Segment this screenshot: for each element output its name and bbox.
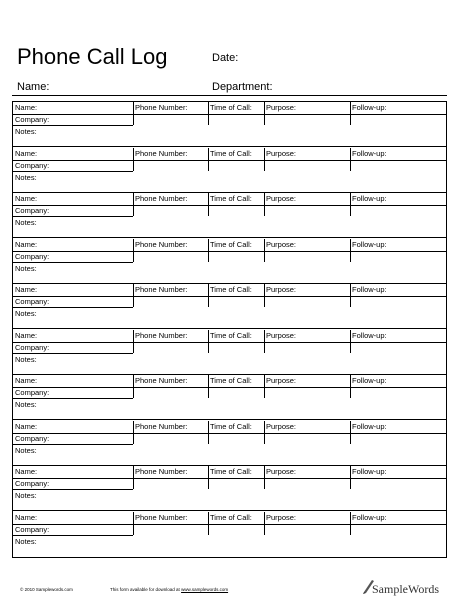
log-entry [13, 375, 446, 420]
name-field-label: Name: [15, 285, 38, 294]
name-field-label: Name: [15, 239, 38, 249]
entry-divider [350, 330, 351, 353]
time-of-call-field-label: Time of Call: [210, 103, 252, 112]
entry-divider [264, 375, 265, 398]
follow-up-field-label: Follow-up: [352, 330, 387, 340]
entry-divider [208, 512, 209, 535]
log-entry [13, 330, 446, 375]
company-field-label: Company: [15, 388, 50, 397]
phone-number-field-label: Phone Number: [135, 512, 188, 522]
date-label: Date: [212, 52, 239, 64]
company-field-label: Company: [15, 524, 50, 534]
entry-divider [208, 193, 209, 216]
footer-download-link[interactable]: www.samplewords.com [181, 587, 229, 592]
department-label: Department: [212, 81, 273, 93]
purpose-field-label: Purpose: [266, 194, 297, 203]
entry-divider [208, 284, 209, 307]
purpose-field-label: Purpose: [266, 285, 297, 294]
log-entry [13, 421, 446, 466]
entry-divider [264, 330, 265, 353]
entry-divider [133, 512, 134, 535]
notes-field-label: Notes: [15, 536, 37, 546]
entry-divider [133, 102, 134, 125]
notes-field-label: Notes: [15, 127, 37, 136]
company-field-label: Company: [15, 251, 50, 261]
time-of-call-field-label: Time of Call: [210, 330, 252, 340]
entry-divider [350, 193, 351, 216]
log-entry [13, 148, 446, 193]
time-of-call-field-label: Time of Call: [210, 512, 252, 522]
purpose-field-label: Purpose: [266, 103, 297, 112]
time-of-call-field-label: Time of Call: [210, 285, 252, 294]
follow-up-field-label: Follow-up: [352, 421, 387, 431]
entry-divider [350, 421, 351, 444]
purpose-field-label: Purpose: [266, 376, 297, 385]
follow-up-field-label: Follow-up: [352, 467, 387, 476]
entry-divider [350, 512, 351, 535]
follow-up-field-label: Follow-up: [352, 103, 387, 112]
name-field-label: Name: [15, 467, 38, 476]
company-field-label: Company: [15, 479, 50, 488]
time-of-call-field-label: Time of Call: [210, 239, 252, 249]
purpose-field-label: Purpose: [266, 421, 297, 431]
log-entry [13, 466, 446, 511]
footer-copyright: © 2010 Samplewords.com [20, 587, 73, 592]
entry-divider [133, 375, 134, 398]
time-of-call-field-label: Time of Call: [210, 148, 252, 158]
time-of-call-field-label: Time of Call: [210, 421, 252, 431]
company-field-label: Company: [15, 342, 50, 352]
entry-divider [208, 148, 209, 171]
time-of-call-field-label: Time of Call: [210, 376, 252, 385]
name-field-label: Name: [15, 103, 38, 112]
name-field-label: Name: [15, 194, 38, 203]
entry-divider [264, 148, 265, 171]
purpose-field-label: Purpose: [266, 330, 297, 340]
name-label: Name: [17, 81, 50, 93]
entry-divider [133, 193, 134, 216]
phone-number-field-label: Phone Number: [135, 148, 188, 158]
entry-divider [133, 466, 134, 489]
phone-number-field-label: Phone Number: [135, 467, 188, 476]
notes-field-label: Notes: [15, 491, 37, 500]
page-title: Phone Call Log [17, 44, 168, 69]
name-field-label: Name: [15, 148, 38, 158]
entry-divider [208, 421, 209, 444]
phone-number-field-label: Phone Number: [135, 330, 188, 340]
entry-divider [350, 466, 351, 489]
entry-divider [208, 102, 209, 125]
footer-download-text: This form available for download at [110, 587, 180, 592]
entry-divider [264, 102, 265, 125]
purpose-field-label: Purpose: [266, 512, 297, 522]
notes-field-label: Notes: [15, 218, 37, 227]
phone-number-field-label: Phone Number: [135, 103, 188, 112]
name-field-label: Name: [15, 512, 38, 522]
brand-logo: SampleWords [372, 582, 440, 596]
entry-divider [264, 512, 265, 535]
phone-number-field-label: Phone Number: [135, 421, 188, 431]
notes-field-label: Notes: [15, 309, 37, 318]
name-field-label: Name: [15, 421, 38, 431]
phone-number-field-label: Phone Number: [135, 376, 188, 385]
entry-divider [264, 284, 265, 307]
entry-divider [264, 193, 265, 216]
entry-divider [133, 239, 134, 262]
entry-divider [264, 466, 265, 489]
notes-field-label: Notes: [15, 354, 37, 364]
entry-divider [133, 330, 134, 353]
footer-download-note [110, 587, 228, 592]
entry-divider [208, 375, 209, 398]
entry-divider [350, 375, 351, 398]
notes-field-label: Notes: [15, 263, 37, 273]
purpose-field-label: Purpose: [266, 148, 297, 158]
follow-up-field-label: Follow-up: [352, 148, 387, 158]
notes-field-label: Notes: [15, 400, 37, 409]
follow-up-field-label: Follow-up: [352, 376, 387, 385]
notes-field-label: Notes: [15, 445, 37, 455]
entry-divider [208, 239, 209, 262]
follow-up-field-label: Follow-up: [352, 512, 387, 522]
header-rule [12, 95, 447, 96]
log-entry [13, 239, 446, 284]
entry-divider [350, 239, 351, 262]
log-entry [13, 102, 446, 147]
company-field-label: Company: [15, 115, 50, 124]
name-field-label: Name: [15, 330, 38, 340]
follow-up-field-label: Follow-up: [352, 239, 387, 249]
log-entry [13, 193, 446, 238]
purpose-field-label: Purpose: [266, 467, 297, 476]
company-field-label: Company: [15, 433, 50, 443]
entry-divider [208, 330, 209, 353]
entry-divider [264, 239, 265, 262]
call-log-table [12, 101, 447, 558]
entry-divider [350, 284, 351, 307]
entry-divider [264, 421, 265, 444]
entry-divider [208, 466, 209, 489]
log-entry [13, 284, 446, 329]
purpose-field-label: Purpose: [266, 239, 297, 249]
entry-divider [350, 102, 351, 125]
company-field-label: Company: [15, 206, 50, 215]
entry-divider [133, 148, 134, 171]
follow-up-field-label: Follow-up: [352, 285, 387, 294]
entry-divider [350, 148, 351, 171]
notes-field-label: Notes: [15, 172, 37, 182]
company-field-label: Company: [15, 160, 50, 170]
company-field-label: Company: [15, 297, 50, 306]
phone-number-field-label: Phone Number: [135, 239, 188, 249]
entry-divider [133, 284, 134, 307]
phone-number-field-label: Phone Number: [135, 285, 188, 294]
name-field-label: Name: [15, 376, 38, 385]
log-entry [13, 512, 446, 557]
time-of-call-field-label: Time of Call: [210, 467, 252, 476]
phone-number-field-label: Phone Number: [135, 194, 188, 203]
follow-up-field-label: Follow-up: [352, 194, 387, 203]
time-of-call-field-label: Time of Call: [210, 194, 252, 203]
entry-divider [133, 421, 134, 444]
